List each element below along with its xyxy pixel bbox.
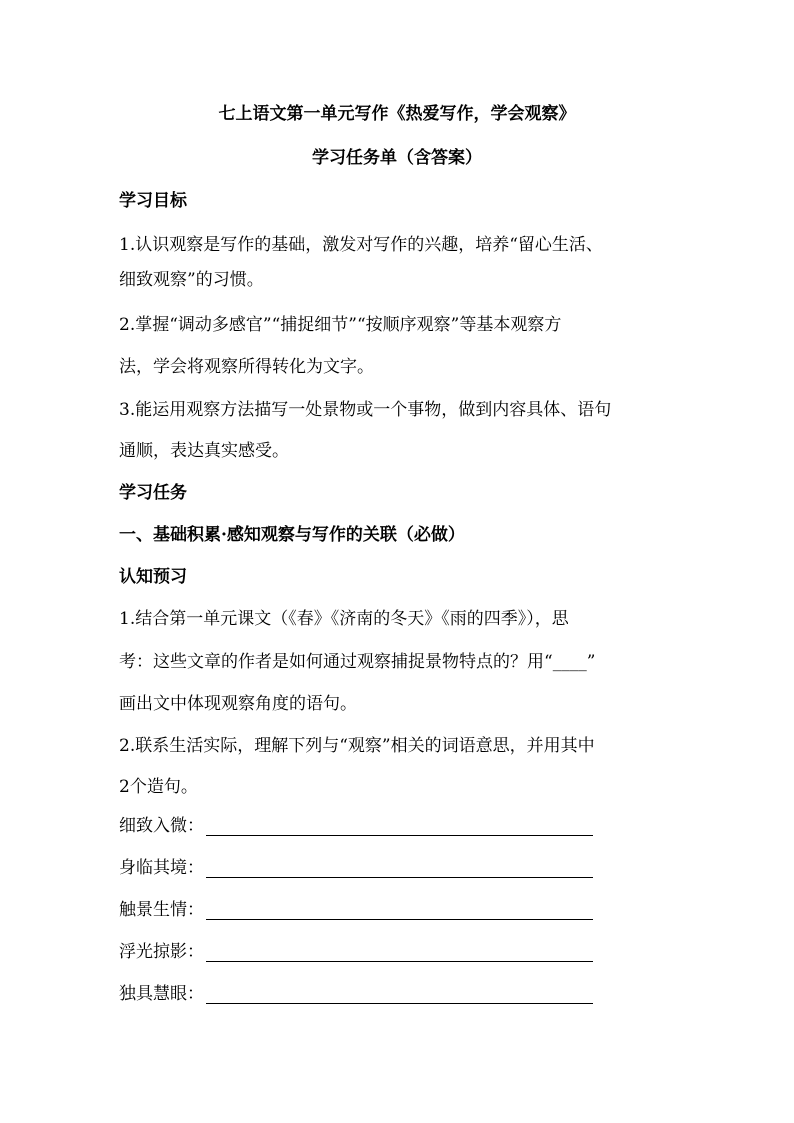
answer-blank[interactable] — [206, 904, 593, 920]
objective-3-line2: 通顺，表达真实感受。 — [119, 441, 289, 461]
vocab-label: 独具慧眼： — [119, 984, 204, 1004]
objective-1-line1: 1.认识观察是写作的基础，激发对写作的兴趣，培养“留心生活、 — [119, 235, 603, 255]
vocab-row — [119, 984, 593, 1004]
vocab-row — [119, 942, 593, 962]
preview-heading: 认知预习 — [119, 567, 187, 587]
document-title: 七上语文第一单元写作《热爱写作，学会观察》 — [218, 104, 576, 124]
objective-2-line1: 2.掌握“调动多感官”“捕捉细节”“按顺序观察”等基本观察方 — [119, 315, 562, 335]
vocab-row — [119, 858, 593, 878]
objective-2-line2: 法，学会将观察所得转化为文字。 — [119, 357, 374, 377]
objective-1-line2: 细致观察”的习惯。 — [119, 270, 264, 290]
section1-heading: 一、基础积累·感知观察与写作的关联（必做） — [119, 525, 465, 545]
question1-line1: 1.结合第一单元课文（《春》《济南的冬天》《雨的四季》），思 — [119, 609, 569, 629]
vocab-label: 浮光掠影： — [119, 942, 204, 962]
answer-blank[interactable] — [206, 862, 593, 878]
answer-blank[interactable] — [206, 946, 593, 962]
answer-blank[interactable] — [206, 988, 593, 1004]
tasks-heading: 学习任务 — [119, 483, 187, 503]
question1-line3: 画出文中体现观察角度的语句。 — [119, 694, 357, 714]
vocab-label: 身临其境： — [119, 858, 204, 878]
objectives-heading: 学习目标 — [119, 191, 187, 211]
answer-blank[interactable] — [206, 820, 593, 836]
question2-line2: 2个造句。 — [119, 777, 198, 797]
vocab-row — [119, 816, 593, 836]
vocab-row — [119, 900, 593, 920]
document-subtitle: 学习任务单（含答案） — [312, 148, 482, 168]
question2-line1: 2.联系生活实际，理解下列与“观察”相关的词语意思，并用其中 — [119, 736, 595, 756]
vocab-label: 触景生情： — [119, 900, 204, 920]
vocab-label: 细致入微： — [119, 816, 204, 836]
objective-3-line1: 3.能运用观察方法描写一处景物或一个事物，做到内容具体、语句 — [119, 400, 612, 420]
question1-line2: 考：这些文章的作者是如何通过观察捕捉景物特点的？用“____” — [119, 652, 596, 672]
